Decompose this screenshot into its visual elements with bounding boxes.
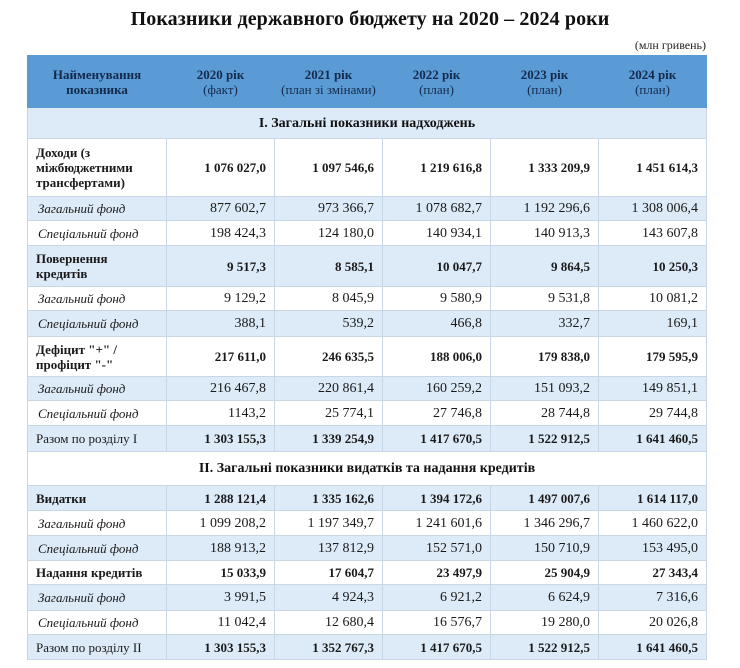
table-row (28, 585, 707, 611)
value-cell: 217 611,0 (167, 337, 275, 377)
value-cell: 149 851,1 (599, 377, 707, 401)
column-header-2021 (275, 56, 383, 108)
value-cell: 15 033,9 (167, 561, 275, 585)
value-cell: 25 774,1 (275, 401, 383, 426)
value-cell: 9 580,9 (383, 287, 491, 311)
value-cell: 1 522 912,5 (491, 635, 599, 660)
row-label: Спеціальний фонд (28, 401, 167, 426)
column-header-label: 2021 рік (304, 66, 353, 82)
table-header-row (28, 56, 707, 108)
value-cell: 4 924,3 (275, 585, 383, 611)
value-cell: 1 497 007,6 (491, 486, 599, 511)
value-cell: 150 710,9 (491, 536, 599, 561)
value-cell: 6 624,9 (491, 585, 599, 611)
section-title: II. Загальні показники видатків та надання кредитів (28, 452, 707, 486)
row-label: Загальний фонд (28, 511, 167, 536)
value-cell: 17 604,7 (275, 561, 383, 585)
value-cell: 1 099 208,2 (167, 511, 275, 536)
section-title: I. Загальні показники надходжень (28, 108, 707, 139)
value-cell: 9 531,8 (491, 287, 599, 311)
row-label: Повернення кредитів (28, 246, 167, 287)
page-title: Показники державного бюджету на 2020 – 2024 роки (130, 8, 610, 30)
value-cell: 1 417 670,5 (383, 426, 491, 452)
value-cell: 539,2 (275, 311, 383, 337)
value-cell: 1 346 296,7 (491, 511, 599, 536)
value-cell: 8 585,1 (275, 246, 383, 287)
table-row (28, 511, 707, 536)
value-cell: 140 913,3 (491, 221, 599, 246)
table-row (28, 486, 707, 511)
value-cell: 179 595,9 (599, 337, 707, 377)
value-cell: 10 081,2 (599, 287, 707, 311)
value-cell: 9 517,3 (167, 246, 275, 287)
value-cell: 153 495,0 (599, 536, 707, 561)
row-label: Спеціальний фонд (28, 536, 167, 561)
value-cell: 25 904,9 (491, 561, 599, 585)
column-header-sub: (план) (635, 81, 670, 97)
value-cell: 16 576,7 (383, 611, 491, 635)
value-cell: 1 288 121,4 (167, 486, 275, 511)
column-header-2023 (491, 56, 599, 108)
value-cell: 1 641 460,5 (599, 635, 707, 660)
value-cell: 1 303 155,3 (167, 635, 275, 660)
column-header-indicator (28, 56, 167, 108)
column-header-2022 (383, 56, 491, 108)
row-label: Разом по розділу II (28, 635, 167, 660)
value-cell: 19 280,0 (491, 611, 599, 635)
value-cell: 1 219 616,8 (383, 139, 491, 197)
column-header-sub: (план) (419, 81, 454, 97)
column-header-label: 2020 рік (196, 66, 245, 82)
table-row (28, 377, 707, 401)
value-cell: 466,8 (383, 311, 491, 337)
value-cell: 973 366,7 (275, 197, 383, 221)
column-header-label: Найменування показника (52, 66, 142, 97)
table-row (28, 401, 707, 426)
value-cell: 1 394 172,6 (383, 486, 491, 511)
table-body (28, 108, 707, 660)
column-header-label: 2023 рік (520, 66, 569, 82)
value-cell: 20 026,8 (599, 611, 707, 635)
value-cell: 216 467,8 (167, 377, 275, 401)
column-header-label: 2024 рік (628, 66, 677, 82)
value-cell: 3 991,5 (167, 585, 275, 611)
value-cell: 124 180,0 (275, 221, 383, 246)
value-cell: 1 197 349,7 (275, 511, 383, 536)
value-cell: 1 097 546,6 (275, 139, 383, 197)
table-row (28, 287, 707, 311)
value-cell: 188 006,0 (383, 337, 491, 377)
value-cell: 1 451 614,3 (599, 139, 707, 197)
value-cell: 27 746,8 (383, 401, 491, 426)
value-cell: 188 913,2 (167, 536, 275, 561)
value-cell: 220 861,4 (275, 377, 383, 401)
value-cell: 169,1 (599, 311, 707, 337)
value-cell: 12 680,4 (275, 611, 383, 635)
value-cell: 10 250,3 (599, 246, 707, 287)
value-cell: 1 076 027,0 (167, 139, 275, 197)
value-cell: 1 078 682,7 (383, 197, 491, 221)
value-cell: 8 045,9 (275, 287, 383, 311)
row-label: Видатки (28, 486, 167, 511)
table-row (28, 561, 707, 585)
value-cell: 1 460 622,0 (599, 511, 707, 536)
row-label: Доходи (з міжбюджетними трансфертами) (28, 139, 167, 197)
row-label: Спеціальний фонд (28, 221, 167, 246)
value-cell: 9 864,5 (491, 246, 599, 287)
value-cell: 27 343,4 (599, 561, 707, 585)
table-row (28, 139, 707, 197)
value-cell: 9 129,2 (167, 287, 275, 311)
value-cell: 7 316,6 (599, 585, 707, 611)
table-row (28, 246, 707, 287)
row-label: Надання кредитів (28, 561, 167, 585)
value-cell: 1 192 296,6 (491, 197, 599, 221)
table-row (28, 536, 707, 561)
value-cell: 140 934,1 (383, 221, 491, 246)
table-row (28, 635, 707, 660)
value-cell: 1 522 912,5 (491, 426, 599, 452)
row-label: Спеціальний фонд (28, 311, 167, 337)
value-cell: 11 042,4 (167, 611, 275, 635)
value-cell: 1 417 670,5 (383, 635, 491, 660)
value-cell: 1 308 006,4 (599, 197, 707, 221)
table-row (28, 337, 707, 377)
column-header-sub: (план зі змінами) (281, 81, 376, 97)
column-header-2020 (167, 56, 275, 108)
units-note: (млн гривень) (634, 38, 706, 52)
value-cell: 388,1 (167, 311, 275, 337)
table-row (28, 197, 707, 221)
table-row (28, 311, 707, 337)
column-header-sub: (факт) (203, 81, 238, 97)
value-cell: 198 424,3 (167, 221, 275, 246)
value-cell: 1 303 155,3 (167, 426, 275, 452)
value-cell: 160 259,2 (383, 377, 491, 401)
table-row (28, 611, 707, 635)
row-label: Загальний фонд (28, 197, 167, 221)
row-label: Загальний фонд (28, 287, 167, 311)
budget-table (27, 55, 707, 660)
row-label: Загальний фонд (28, 585, 167, 611)
value-cell: 23 497,9 (383, 561, 491, 585)
value-cell: 137 812,9 (275, 536, 383, 561)
value-cell: 1 339 254,9 (275, 426, 383, 452)
column-header-2024 (599, 56, 707, 108)
value-cell: 29 744,8 (599, 401, 707, 426)
value-cell: 28 744,8 (491, 401, 599, 426)
table-row (28, 426, 707, 452)
value-cell: 1 241 601,6 (383, 511, 491, 536)
table-row (28, 221, 707, 246)
value-cell: 877 602,7 (167, 197, 275, 221)
row-label: Дефіцит "+" / профіцит "-" (28, 337, 167, 377)
value-cell: 143 607,8 (599, 221, 707, 246)
value-cell: 1 352 767,3 (275, 635, 383, 660)
column-header-sub: (план) (527, 81, 562, 97)
value-cell: 1 641 460,5 (599, 426, 707, 452)
row-label: Разом по розділу I (28, 426, 167, 452)
value-cell: 151 093,2 (491, 377, 599, 401)
value-cell: 1143,2 (167, 401, 275, 426)
value-cell: 152 571,0 (383, 536, 491, 561)
row-label: Загальний фонд (28, 377, 167, 401)
value-cell: 246 635,5 (275, 337, 383, 377)
value-cell: 1 333 209,9 (491, 139, 599, 197)
section-header-row (28, 108, 707, 139)
row-label: Спеціальний фонд (28, 611, 167, 635)
column-header-label: 2022 рік (412, 66, 461, 82)
section-header-row (28, 452, 707, 486)
value-cell: 6 921,2 (383, 585, 491, 611)
value-cell: 179 838,0 (491, 337, 599, 377)
value-cell: 10 047,7 (383, 246, 491, 287)
value-cell: 1 335 162,6 (275, 486, 383, 511)
value-cell: 1 614 117,0 (599, 486, 707, 511)
value-cell: 332,7 (491, 311, 599, 337)
